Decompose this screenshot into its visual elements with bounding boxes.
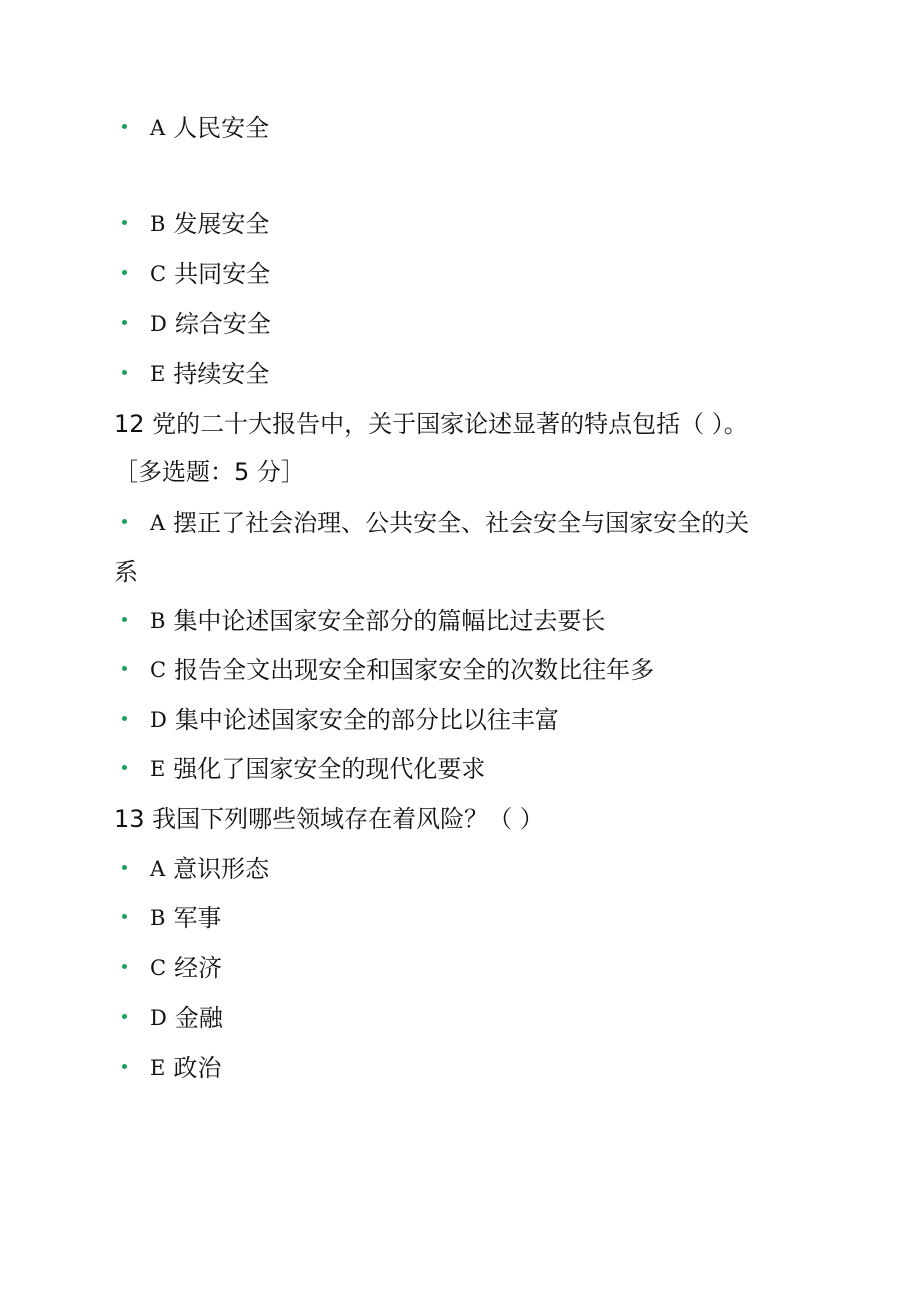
q13-option-e[interactable] bbox=[122, 1052, 221, 1084]
q12-option-e[interactable] bbox=[122, 753, 485, 785]
option-letter: A bbox=[150, 511, 166, 535]
q11-option-c[interactable] bbox=[122, 258, 270, 290]
option-letter: A bbox=[150, 857, 166, 881]
option-letter: B bbox=[150, 212, 166, 236]
q13-stem: 13 我国下列哪些领域存在着风险？（ ） bbox=[114, 805, 544, 833]
option-text: 持续安全 bbox=[173, 360, 270, 388]
bullet-dot-icon bbox=[122, 220, 127, 225]
bullet-dot-icon bbox=[122, 519, 127, 524]
option-text: 发展安全 bbox=[173, 210, 270, 238]
bullet-dot-icon bbox=[122, 617, 127, 622]
bullet-dot-icon bbox=[122, 124, 127, 129]
option-text: 共同安全 bbox=[174, 260, 271, 288]
q12-option-d[interactable] bbox=[122, 704, 559, 736]
option-text: 意识形态 bbox=[173, 855, 270, 883]
bullet-dot-icon bbox=[122, 914, 127, 919]
bullet-dot-icon bbox=[122, 865, 127, 870]
q13-option-c[interactable] bbox=[122, 952, 222, 984]
bullet-dot-icon bbox=[122, 370, 127, 375]
option-text: 军事 bbox=[173, 904, 222, 932]
q12-option-a-continuation: 系 bbox=[114, 558, 138, 586]
bullet-dot-icon bbox=[122, 716, 127, 721]
option-letter: D bbox=[150, 708, 167, 732]
bullet-dot-icon bbox=[122, 270, 127, 275]
q12-meta: ［多选题：5 分］ bbox=[114, 458, 305, 486]
q11-option-a[interactable] bbox=[122, 112, 269, 144]
option-text: 经济 bbox=[174, 954, 223, 982]
option-text: 金融 bbox=[174, 1004, 223, 1032]
option-text: 政治 bbox=[173, 1054, 222, 1082]
option-text: 报告全文出现安全和国家安全的次数比往年多 bbox=[174, 656, 655, 684]
bullet-dot-icon bbox=[122, 1064, 127, 1069]
option-letter: E bbox=[150, 757, 166, 781]
q13-option-a[interactable] bbox=[122, 853, 269, 885]
option-letter: A bbox=[150, 116, 166, 140]
bullet-dot-icon bbox=[122, 1014, 127, 1019]
option-text: 集中论述国家安全部分的篇幅比过去要长 bbox=[173, 607, 606, 635]
q13-option-d[interactable] bbox=[122, 1002, 223, 1034]
option-letter: C bbox=[150, 658, 167, 682]
q13-option-b[interactable] bbox=[122, 902, 221, 934]
bullet-dot-icon bbox=[122, 964, 127, 969]
q11-option-b[interactable] bbox=[122, 208, 269, 240]
option-text: 摆正了社会治理、公共安全、社会安全与国家安全的关 bbox=[173, 509, 750, 537]
q12-stem: 12 党的二十大报告中，关于国家论述显著的特点包括（ ）。 bbox=[114, 410, 748, 438]
option-letter: B bbox=[150, 609, 166, 633]
option-text: 强化了国家安全的现代化要求 bbox=[173, 755, 486, 783]
option-letter: B bbox=[150, 906, 166, 930]
option-letter: D bbox=[150, 312, 167, 336]
q12-option-a[interactable] bbox=[122, 507, 749, 539]
option-letter: E bbox=[150, 362, 166, 386]
option-text: 集中论述国家安全的部分比以往丰富 bbox=[174, 706, 559, 734]
q12-option-c[interactable] bbox=[122, 654, 654, 686]
option-letter: C bbox=[150, 956, 167, 980]
bullet-dot-icon bbox=[122, 765, 127, 770]
option-letter: E bbox=[150, 1056, 166, 1080]
q12-option-b[interactable] bbox=[122, 605, 605, 637]
option-letter: C bbox=[150, 262, 167, 286]
option-letter: D bbox=[150, 1006, 167, 1030]
bullet-dot-icon bbox=[122, 320, 127, 325]
q11-option-d[interactable] bbox=[122, 308, 271, 340]
option-text: 综合安全 bbox=[174, 310, 271, 338]
option-text: 人民安全 bbox=[173, 114, 270, 142]
bullet-dot-icon bbox=[122, 666, 127, 671]
q11-option-e[interactable] bbox=[122, 358, 269, 390]
